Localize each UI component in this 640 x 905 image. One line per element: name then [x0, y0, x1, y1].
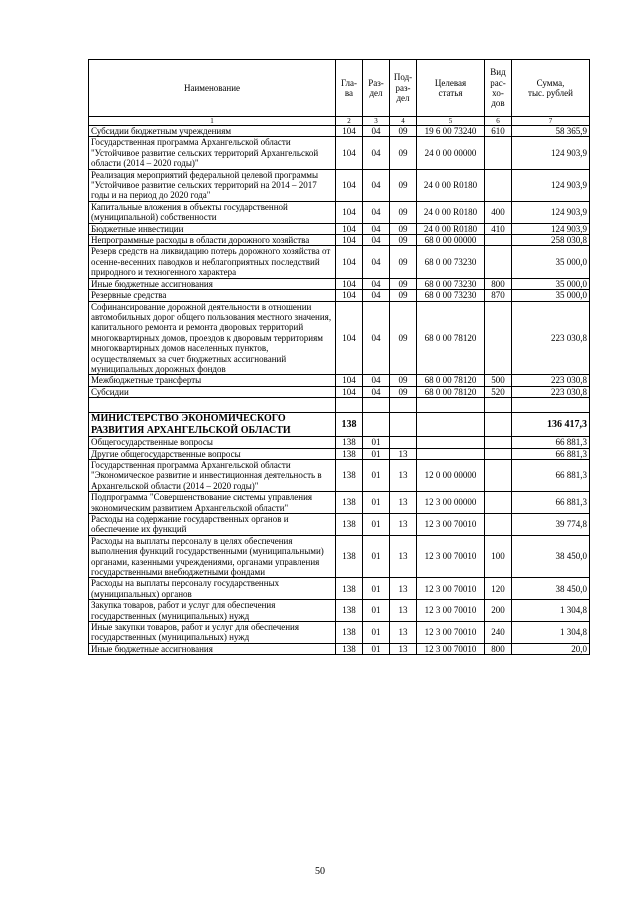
- row-subsection: 13: [390, 514, 417, 536]
- header-target-article: Целевая статья: [417, 60, 485, 117]
- row-chapter: 104: [336, 126, 363, 137]
- row-name: Расходы на выплаты персоналу государственных (муниципальных) органов: [89, 578, 336, 600]
- row-name: Непрограммные расходы в области дорожного хозяйства: [89, 235, 336, 246]
- row-expense-type: 200: [485, 600, 512, 622]
- table-row: [89, 223, 590, 234]
- row-subsection: 09: [390, 223, 417, 234]
- row-section: 01: [363, 514, 390, 536]
- table-row: [89, 290, 590, 301]
- table-row: [89, 246, 590, 278]
- col-number: 5: [417, 117, 485, 126]
- row-sum: 38 450,0: [512, 535, 590, 578]
- row-sum: 124 903,9: [512, 201, 590, 223]
- row-chapter: 104: [336, 169, 363, 201]
- header-name: Наименование: [89, 60, 336, 117]
- row-expense-type: [485, 459, 512, 491]
- row-sum: 223 030,8: [512, 375, 590, 386]
- row-sum: 1 304,8: [512, 600, 590, 622]
- row-section: 01: [363, 492, 390, 514]
- row-target-article: 68 0 00 73230: [417, 246, 485, 278]
- row-subsection: 09: [390, 278, 417, 289]
- row-chapter: 138: [336, 514, 363, 536]
- row-target-article: 68 0 00 73230: [417, 290, 485, 301]
- header-expense-type: Вид рас- хо- дов: [485, 60, 512, 117]
- table-row: [89, 386, 590, 397]
- row-section: 04: [363, 126, 390, 137]
- row-name: Другие общегосударственные вопросы: [89, 448, 336, 459]
- row-name: Иные закупки товаров, работ и услуг для обеспечения государственных (муниципальных) нужд: [89, 622, 336, 644]
- row-section: 04: [363, 375, 390, 386]
- row-section: 04: [363, 235, 390, 246]
- row-section: 01: [363, 448, 390, 459]
- row-chapter: 104: [336, 290, 363, 301]
- row-sum: 66 881,3: [512, 437, 590, 448]
- row-subsection: 13: [390, 448, 417, 459]
- row-section: 01: [363, 578, 390, 600]
- row-name: Иные бюджетные ассигнования: [89, 278, 336, 289]
- header-sum: Сумма, тыс. рублей: [512, 60, 590, 117]
- row-sum: 58 365,9: [512, 126, 590, 137]
- row-target-article: 12 0 00 00000: [417, 459, 485, 491]
- row-target-article: 24 0 00 R0180: [417, 169, 485, 201]
- row-name: Расходы на выплаты персоналу в целях обеспечения выполнения функций государственными (муниципальными) органами, казенными учреждениями, органами управления государственными внебюджетными фондами: [89, 535, 336, 578]
- row-section: 04: [363, 246, 390, 278]
- row-subsection: 09: [390, 246, 417, 278]
- row-target-article: [417, 437, 485, 448]
- col-number: 1: [89, 117, 336, 126]
- row-target-article: 24 0 00 00000: [417, 137, 485, 169]
- row-chapter: 138: [336, 448, 363, 459]
- row-section: 01: [363, 600, 390, 622]
- row-expense-type: [485, 448, 512, 459]
- row-section: 04: [363, 290, 390, 301]
- row-expense-type: [485, 169, 512, 201]
- row-chapter: 138: [336, 622, 363, 644]
- row-expense-type: 800: [485, 643, 512, 654]
- row-chapter: 138: [336, 643, 363, 654]
- table-row: [89, 437, 590, 448]
- row-target-article: 12 3 00 70010: [417, 578, 485, 600]
- budget-table: [88, 59, 590, 655]
- row-section: 04: [363, 223, 390, 234]
- row-sum: 124 903,9: [512, 223, 590, 234]
- row-target-article: 12 3 00 70010: [417, 600, 485, 622]
- row-expense-type: 800: [485, 278, 512, 289]
- row-expense-type: 610: [485, 126, 512, 137]
- spacer-row: [89, 398, 590, 413]
- col-number: 7: [512, 117, 590, 126]
- row-chapter: 104: [336, 201, 363, 223]
- row-section: 01: [363, 437, 390, 448]
- table-body-road: [89, 126, 590, 398]
- table-row: [89, 535, 590, 578]
- row-sum: 35 000,0: [512, 246, 590, 278]
- row-section: 04: [363, 201, 390, 223]
- row-name: Государственная программа Архангельской области "Устойчивое развитие сельских территорий Архангельской области (2014 – 2020 годы)": [89, 137, 336, 169]
- row-subsection: 13: [390, 535, 417, 578]
- table-row: [89, 514, 590, 536]
- col-number: 6: [485, 117, 512, 126]
- row-sum: 223 030,8: [512, 301, 590, 375]
- row-sum: 35 000,0: [512, 290, 590, 301]
- row-chapter: 138: [336, 535, 363, 578]
- row-name: Государственная программа Архангельской области "Экономическое развитие и инвестиционная деятельность в Архангельской области (2014 – 2020 годы)": [89, 459, 336, 491]
- row-target-article: 68 0 00 73230: [417, 278, 485, 289]
- row-target-article: 68 0 00 78120: [417, 301, 485, 375]
- row-target-article: 12 3 00 70010: [417, 535, 485, 578]
- row-chapter: 104: [336, 246, 363, 278]
- row-name: Общегосударственные вопросы: [89, 437, 336, 448]
- row-name: Межбюджетные трансферты: [89, 375, 336, 386]
- row-expense-type: [485, 246, 512, 278]
- row-name: Субсидии бюджетным учреждениям: [89, 126, 336, 137]
- row-target-article: [417, 448, 485, 459]
- ministry-sum: 136 417,3: [512, 413, 590, 437]
- row-sum: 1 304,8: [512, 622, 590, 644]
- row-subsection: 09: [390, 169, 417, 201]
- page-number: 50: [315, 866, 325, 877]
- row-subsection: 13: [390, 492, 417, 514]
- row-name: Реализация мероприятий федеральной целевой программы "Устойчивое развитие сельских территорий на 2014 – 2017 годы и на период до 2020 года": [89, 169, 336, 201]
- row-subsection: 09: [390, 201, 417, 223]
- row-name: Закупка товаров, работ и услуг для обеспечения государственных (муниципальных) нужд: [89, 600, 336, 622]
- row-chapter: 138: [336, 600, 363, 622]
- row-subsection: 13: [390, 459, 417, 491]
- header-row: [89, 60, 590, 117]
- table-row: [89, 492, 590, 514]
- row-target-article: 12 3 00 70010: [417, 643, 485, 654]
- row-subsection: 09: [390, 137, 417, 169]
- row-target-article: 68 0 00 78120: [417, 386, 485, 397]
- table-row: [89, 448, 590, 459]
- row-target-article: 12 3 00 70010: [417, 622, 485, 644]
- row-target-article: 24 0 00 R0180: [417, 223, 485, 234]
- row-name: Резервные средства: [89, 290, 336, 301]
- row-target-article: 24 0 00 R0180: [417, 201, 485, 223]
- row-sum: 223 030,8: [512, 386, 590, 397]
- row-chapter: 104: [336, 301, 363, 375]
- row-name: Субсидии: [89, 386, 336, 397]
- table-row: [89, 301, 590, 375]
- row-target-article: 68 0 00 78120: [417, 375, 485, 386]
- row-chapter: 104: [336, 386, 363, 397]
- row-sum: 39 774,8: [512, 514, 590, 536]
- row-name: Софинансирование дорожной деятельности в отношении автомобильных дорог общего пользования местного значения, капитального ремонта и ремонта дворовых территорий многоквартирных домов, проездов к дворовым территориям многоквартирных домов населенных пунктов, осуществляемых за счет бюджетных ассигнований муниципальных дорожных фондов: [89, 301, 336, 375]
- row-sum: 124 903,9: [512, 137, 590, 169]
- row-target-article: 12 3 00 70010: [417, 514, 485, 536]
- row-name: Капитальные вложения в объекты государственной (муниципальной) собственности: [89, 201, 336, 223]
- row-target-article: 12 3 00 00000: [417, 492, 485, 514]
- ministry-row: [89, 413, 590, 437]
- row-section: 04: [363, 386, 390, 397]
- col-number: 4: [390, 117, 417, 126]
- col-number: 2: [336, 117, 363, 126]
- row-expense-type: [485, 235, 512, 246]
- row-target-article: 68 0 00 00000: [417, 235, 485, 246]
- row-expense-type: 520: [485, 386, 512, 397]
- row-chapter: 104: [336, 375, 363, 386]
- row-name: Подпрограмма "Совершенствование системы управления экономическим развитием Архангельской области": [89, 492, 336, 514]
- table-row: [89, 169, 590, 201]
- row-subsection: 09: [390, 235, 417, 246]
- row-subsection: 13: [390, 600, 417, 622]
- row-expense-type: 120: [485, 578, 512, 600]
- table-row: [89, 643, 590, 654]
- row-subsection: 09: [390, 386, 417, 397]
- row-target-article: 19 6 00 73240: [417, 126, 485, 137]
- row-sum: 258 030,8: [512, 235, 590, 246]
- row-expense-type: [485, 514, 512, 536]
- header-chapter: Гла- ва: [336, 60, 363, 117]
- row-expense-type: 240: [485, 622, 512, 644]
- ministry-chapter: 138: [336, 413, 363, 437]
- row-section: 04: [363, 301, 390, 375]
- table-row: [89, 375, 590, 386]
- table-row: [89, 201, 590, 223]
- row-name: Иные бюджетные ассигнования: [89, 643, 336, 654]
- table-body-spacer: [89, 398, 590, 437]
- row-chapter: 104: [336, 223, 363, 234]
- row-section: 01: [363, 643, 390, 654]
- row-subsection: 13: [390, 643, 417, 654]
- table-row: [89, 126, 590, 137]
- table-row: [89, 578, 590, 600]
- row-name: Бюджетные инвестиции: [89, 223, 336, 234]
- ministry-name: МИНИСТЕРСТВО ЭКОНОМИЧЕСКОГО РАЗВИТИЯ АРХАНГЕЛЬСКОЙ ОБЛАСТИ: [89, 413, 336, 437]
- row-chapter: 138: [336, 492, 363, 514]
- row-expense-type: [485, 137, 512, 169]
- row-subsection: [390, 437, 417, 448]
- row-section: 04: [363, 137, 390, 169]
- row-section: 01: [363, 622, 390, 644]
- table-row: [89, 622, 590, 644]
- row-section: 04: [363, 169, 390, 201]
- row-expense-type: [485, 301, 512, 375]
- row-expense-type: 500: [485, 375, 512, 386]
- row-expense-type: 400: [485, 201, 512, 223]
- row-chapter: 138: [336, 437, 363, 448]
- row-section: 04: [363, 278, 390, 289]
- table-row: [89, 137, 590, 169]
- row-chapter: 104: [336, 137, 363, 169]
- row-section: 01: [363, 459, 390, 491]
- row-subsection: 09: [390, 126, 417, 137]
- row-sum: 66 881,3: [512, 459, 590, 491]
- table-row: [89, 278, 590, 289]
- row-sum: 38 450,0: [512, 578, 590, 600]
- table-body-ministry: [89, 437, 590, 655]
- row-expense-type: [485, 492, 512, 514]
- row-expense-type: 410: [485, 223, 512, 234]
- table-row: [89, 600, 590, 622]
- row-subsection: 13: [390, 622, 417, 644]
- row-section: 01: [363, 535, 390, 578]
- row-expense-type: 870: [485, 290, 512, 301]
- header-section: Раз- дел: [363, 60, 390, 117]
- table-row: [89, 235, 590, 246]
- row-sum: 66 881,3: [512, 492, 590, 514]
- row-subsection: 09: [390, 301, 417, 375]
- row-chapter: 138: [336, 578, 363, 600]
- row-name: Резерв средств на ликвидацию потерь дорожного хозяйства от осенне-весенних паводков и неблагоприятных последствий природного и техногенного характера: [89, 246, 336, 278]
- row-sum: 20,0: [512, 643, 590, 654]
- row-expense-type: [485, 437, 512, 448]
- row-sum: 66 881,3: [512, 448, 590, 459]
- row-chapter: 104: [336, 235, 363, 246]
- row-expense-type: 100: [485, 535, 512, 578]
- row-name: Расходы на содержание государственных органов и обеспечение их функций: [89, 514, 336, 536]
- row-subsection: 09: [390, 375, 417, 386]
- table-row: [89, 459, 590, 491]
- row-chapter: 138: [336, 459, 363, 491]
- row-chapter: 104: [336, 278, 363, 289]
- row-sum: 35 000,0: [512, 278, 590, 289]
- row-sum: 124 903,9: [512, 169, 590, 201]
- col-number: 3: [363, 117, 390, 126]
- row-subsection: 09: [390, 290, 417, 301]
- column-numbers-row: [89, 117, 590, 126]
- row-subsection: 13: [390, 578, 417, 600]
- header-subsection: Под- раз- дел: [390, 60, 417, 117]
